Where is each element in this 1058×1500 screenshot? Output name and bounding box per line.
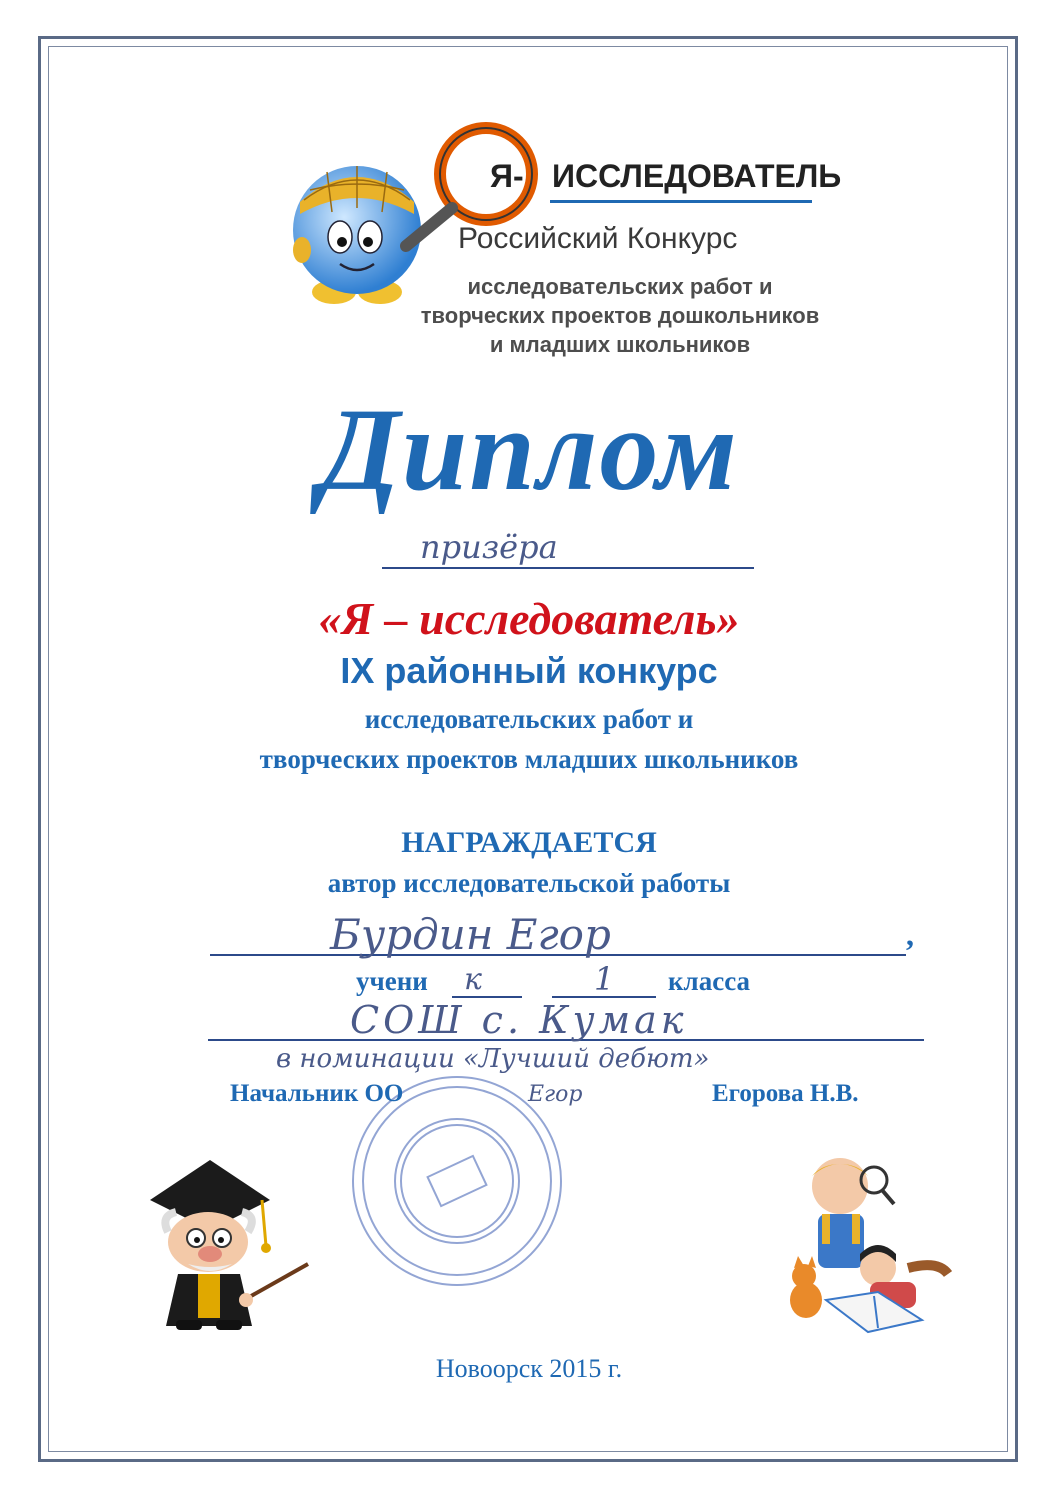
school-name: СОШ с. Кумак (350, 998, 688, 1042)
nomination-handwritten: в номинации «Лучший дебют» (276, 1044, 710, 1074)
contest-line-2: исследовательских работ и (364, 704, 694, 734)
chief-label: Начальник ОО (230, 1080, 404, 1107)
footer-place-date: Новоорск 2015 г. (435, 1354, 623, 1383)
contest-line-3: творческих проектов младших школьников (259, 744, 799, 774)
logo-desc-line-3: и младших школьников (489, 332, 751, 357)
logo-description (360, 272, 880, 359)
logo-subtitle: Российский Конкурс (458, 222, 738, 255)
degree-line (382, 567, 754, 569)
author-label: автор исследовательской работы (327, 868, 731, 898)
awarded-heading: НАГРАЖДАЕТСЯ (401, 826, 657, 859)
logo-ya: Я- (490, 158, 524, 194)
signer-name: Егорова Н.В. (712, 1080, 859, 1107)
professor-icon (140, 1150, 318, 1332)
name-comma: , (906, 916, 914, 952)
logo-title: ИССЛЕДОВАТЕЛЬ (552, 158, 842, 194)
class-label: класса (668, 966, 751, 996)
diploma-title: Диплом (319, 384, 739, 515)
children-reading-icon (778, 1150, 954, 1342)
logo-desc-line-2: творческих проектов дошкольников (420, 303, 820, 328)
student-suffix: к (464, 962, 482, 997)
recipient-name: Бурдин Егор (330, 910, 611, 959)
contest-name: «Я – исследователь» (318, 593, 740, 644)
contest-title: IX районный конкурс (340, 650, 718, 691)
student-label: учени (356, 966, 428, 996)
class-number: 1 (594, 960, 615, 998)
logo-desc-line-1: исследовательских работ и (467, 274, 773, 299)
logo-underline (550, 200, 812, 203)
signature: Егор (528, 1082, 583, 1107)
degree-handwritten: призёра (420, 528, 558, 566)
